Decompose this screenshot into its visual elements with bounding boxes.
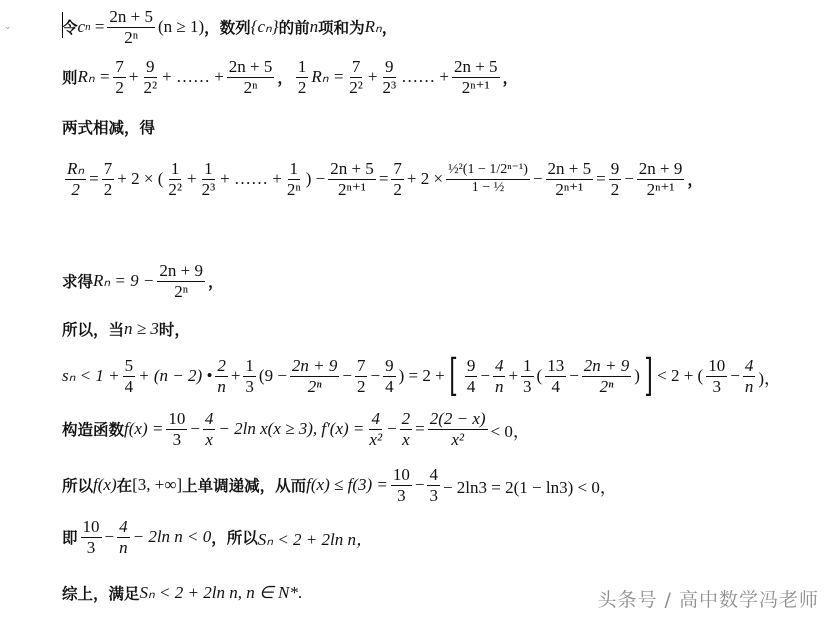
math: − <box>480 366 490 385</box>
fraction: $\frac{10}{3}$ <box>82 517 100 557</box>
line-10 <box>62 518 373 557</box>
math: + …… + <box>162 67 224 87</box>
text: ， <box>381 19 398 38</box>
math: Rₙ = <box>77 67 111 87</box>
line-2: 则 Rₙ = $\frac{7}{2}$ + $\frac{9}{\text{2²}}$ + …… + $\frac{2n + 5}{\text{2ⁿ}}$ ， $\frac{1}{2}$ Rₙ = $\frac{7}{\text{2²}}$ + $\frac{9}{\text{2³}}$ …… + $\frac{2n + 5}{\text{2ⁿ⁺¹}}$ ， <box>62 57 519 97</box>
fraction: $\frac{7}{2}$ <box>103 159 113 199</box>
line-7 <box>62 350 781 401</box>
math: sₙ < 1 + <box>62 366 120 385</box>
fraction: $\frac{2n + 9}{\text{2ⁿ}}$ <box>583 355 630 396</box>
text: ，数列 <box>204 19 251 38</box>
fraction: $\frac{2}{x}$ <box>401 409 411 449</box>
line-8 <box>62 410 530 449</box>
fraction: $\frac{2}{n}$ <box>217 355 226 396</box>
math: + (n − 2) • <box>138 366 213 385</box>
math: c <box>77 17 86 37</box>
math: ( <box>536 366 543 385</box>
line-1: 令 c n = $\frac{2n + 5}{\text{2ⁿ}}$ (n ≥ 1) ，数列 {cₙ} 的前 n 项和为 Rₙ ， <box>62 7 398 47</box>
math: + 2 × <box>406 169 444 189</box>
fraction: $\frac{7}{\text{2²}}$ <box>349 57 363 97</box>
text: ， <box>502 69 519 88</box>
fraction: $\frac{9}{4}$ <box>466 355 476 396</box>
math: + <box>508 366 519 385</box>
math: − <box>342 366 352 385</box>
fraction: $\frac{4}{n}$ <box>119 517 128 557</box>
line-5 <box>62 262 223 301</box>
math: − <box>414 475 425 495</box>
text: ，所以 <box>211 529 258 548</box>
math: f(x) ≤ f(3) = <box>306 475 388 495</box>
math: < 2 + ( <box>657 366 704 385</box>
math: {cₙ} <box>250 17 279 37</box>
fraction: $\frac{4}{n}$ <box>744 355 754 396</box>
math: n <box>309 17 319 37</box>
math: n ≥ 3 <box>124 319 159 338</box>
fraction: $\frac{2n + 9}{\text{2ⁿ}}$ <box>291 355 338 396</box>
bracket-right: ] <box>644 350 653 401</box>
math: = <box>596 169 606 189</box>
math: …… + <box>401 67 449 87</box>
fraction: $\frac{4}{x}$ <box>204 409 214 449</box>
fraction: $\frac{1}{\text{2²}}$ <box>168 159 182 199</box>
fraction: $\frac{1}{3}$ <box>523 355 532 396</box>
math: − <box>532 169 543 189</box>
math: + …… + <box>220 169 282 189</box>
math: − <box>387 419 397 439</box>
math: [3, +∞] <box>132 475 183 495</box>
fraction: $\frac{1}{3}$ <box>245 355 254 396</box>
fraction: $\frac{9}{\text{2³}}$ <box>382 57 397 97</box>
text: ， <box>277 69 293 88</box>
fraction: $\frac{13}{4}$ <box>547 355 565 396</box>
fraction: $\frac{5}{4}$ <box>124 355 134 396</box>
line-9 <box>62 466 617 505</box>
fraction: $\frac{7}{2}$ <box>115 57 124 97</box>
fraction: $\frac{7}{2}$ <box>393 159 402 199</box>
fraction: $\frac{10}{3}$ <box>168 409 186 449</box>
text: 所以 <box>62 477 94 496</box>
math: + 2 × ( <box>117 169 164 189</box>
math: Rₙ = <box>311 67 345 87</box>
fraction: $\frac{4}{n}$ <box>494 355 504 396</box>
fraction: $\frac{4}{3}$ <box>429 465 438 505</box>
math: ) <box>634 366 640 385</box>
math: = <box>378 169 389 189</box>
math: = <box>415 419 425 439</box>
math: + <box>230 366 241 385</box>
math: − 2ln n < 0 <box>132 527 212 547</box>
text: ， <box>687 171 703 190</box>
text: 则 <box>62 69 78 88</box>
math-sub: n <box>85 21 91 34</box>
math: (9 − <box>258 366 287 385</box>
math: Rₙ <box>364 17 382 37</box>
math: Sₙ < 2 + 2ln n, n ∈ N* <box>139 583 298 602</box>
bracket-left: [ <box>448 350 458 401</box>
math: f(x) <box>93 475 117 495</box>
math: Sₙ < 2 + 2ln n， <box>257 529 373 549</box>
line-11 <box>62 582 302 604</box>
fraction: $\frac{2n + 5}{\text{2ⁿ}}$ <box>109 7 153 47</box>
fraction: $\frac{2n + 9}{\text{2ⁿ}}$ <box>159 261 203 301</box>
text: ， <box>207 273 224 292</box>
fraction: $\frac{2n + 5}{\text{2ⁿ⁺¹}}$ <box>547 159 592 199</box>
math: − <box>569 366 579 385</box>
fraction: $\frac{9}{4}$ <box>385 355 394 396</box>
text: 构造函数 <box>62 421 125 440</box>
fraction: $\frac{1}{\text{2³}}$ <box>201 159 216 199</box>
text: 时， <box>158 321 190 339</box>
fraction: $\frac{10}{3}$ <box>708 355 726 396</box>
fraction: $\frac{2n + 5}{\text{2ⁿ}}$ <box>228 57 273 97</box>
math: f(x) = <box>124 419 164 439</box>
fraction: $\frac{2n + 5}{\text{2ⁿ⁺¹}}$ <box>330 159 374 199</box>
math: Rₙ = 9 − <box>93 271 155 291</box>
math: ) − <box>305 169 326 189</box>
fraction: $\frac{1}{\text{2ⁿ}}$ <box>286 159 301 199</box>
line-3 <box>62 116 155 138</box>
text: 综上，满足 <box>62 585 140 603</box>
line-6 <box>62 318 190 340</box>
fraction: $\frac{10}{3}$ <box>392 465 410 505</box>
line-4: $\frac{\text{Rₙ}}{2}$ = $\frac{7}{2}$ + 2 × ( $\frac{1}{\text{2²}}$ + $\frac{1}{\text{2³}}$ + …… + $\frac{1}{\text{2ⁿ}}$ ) − $\frac{2n + 5}{\text{2ⁿ⁺¹}}$ = $\frac{7}{2}$ + 2 × $\frac{\text{½²(1 − 1/2ⁿ⁻¹)}}{\text{1 − ½}}$ − $\frac{2n + 5}{\text{2ⁿ⁺¹}}$ = $\frac{9}{2}$ − $\frac{2n + 9}{\text{2ⁿ⁺¹}}$ ， <box>67 159 703 199</box>
collapse-marker: ⌄ <box>4 22 12 32</box>
fraction: $\frac{9}{2}$ <box>610 159 620 199</box>
math: ) = 2 + <box>398 366 445 385</box>
fraction: $\frac{7}{2}$ <box>356 355 366 396</box>
big-fraction: $\frac{\text{½²(1 − 1/2ⁿ⁻¹)}}{\text{1 − ½}}$ <box>448 162 528 195</box>
math: = <box>89 169 99 189</box>
text: 求得 <box>62 273 94 292</box>
text: 项和为 <box>318 19 365 38</box>
math: − <box>624 169 634 189</box>
math: − <box>190 419 200 439</box>
math: − 2ln x(x ≥ 3), f′(x) = <box>218 419 365 439</box>
text: 上单调递减，从而 <box>182 477 307 496</box>
math: . <box>297 583 303 602</box>
math: )， <box>758 368 781 388</box>
fraction: $\frac{\text{Rₙ}}{2}$ <box>67 159 85 199</box>
fraction: $\frac{1}{2}$ <box>297 57 307 97</box>
text: 即 <box>62 529 78 548</box>
fraction: $\frac{2(2 - x)}{\text{x²}}$ <box>429 409 486 449</box>
math: − <box>370 366 381 385</box>
watermark: 头条号 / 高中数学冯老师 <box>597 589 819 611</box>
text: 两式相减，得 <box>62 119 156 137</box>
text: 所以，当 <box>62 321 125 339</box>
math: < 0， <box>490 421 530 441</box>
fraction: $\frac{9}{\text{2²}}$ <box>143 57 158 97</box>
fraction: $\frac{2n + 9}{\text{2ⁿ⁺¹}}$ <box>638 159 683 199</box>
math: − 2ln3 = 2(1 − ln3) < 0， <box>442 477 617 497</box>
math: − <box>730 366 740 385</box>
math: (n ≥ 1) <box>158 17 205 37</box>
fraction: $\frac{4}{\text{x²}}$ <box>369 409 383 449</box>
text: 令 <box>62 19 78 38</box>
math: − <box>104 527 115 547</box>
text: 的前 <box>278 19 310 38</box>
fraction: $\frac{2n + 5}{\text{2ⁿ⁺¹}}$ <box>453 57 498 97</box>
text: 在 <box>116 477 133 496</box>
